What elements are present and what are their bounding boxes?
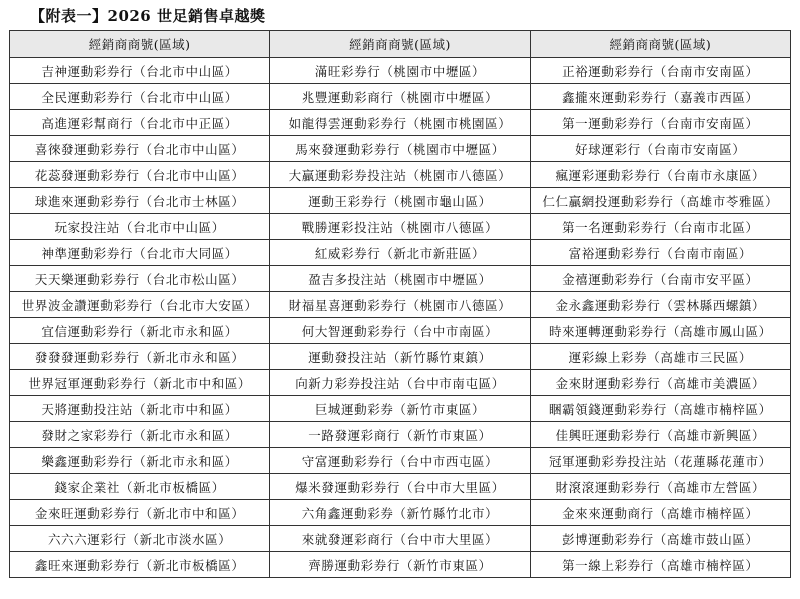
table-row bbox=[10, 188, 791, 214]
table-row bbox=[10, 474, 791, 500]
dealer-cell: 佳興旺運動彩券行（高雄市新興區） bbox=[530, 422, 790, 448]
table-row bbox=[10, 214, 791, 240]
dealer-cell: 錢家企業社（新北市板橋區） bbox=[10, 474, 270, 500]
dealer-cell: 鑫旺來運動彩券行（新北市板橋區） bbox=[10, 552, 270, 578]
table-row bbox=[10, 344, 791, 370]
dealer-cell: 運彩線上彩券（高雄市三民區） bbox=[530, 344, 790, 370]
dealer-cell: 瘋運彩運動彩券行（台南市永康區） bbox=[530, 162, 790, 188]
column-header: 經銷商商號(區域) bbox=[270, 31, 530, 58]
dealer-cell: 鑫攏來運動彩券行（嘉義市西區） bbox=[530, 84, 790, 110]
dealer-cell: 滿旺彩券行（桃園市中壢區） bbox=[270, 58, 530, 84]
dealer-cell: 正裕運動彩券行（台南市安南區） bbox=[530, 58, 790, 84]
dealer-cell: 大贏運動彩券投注站（桃園市八德區） bbox=[270, 162, 530, 188]
dealer-cell: 紅威彩券行（新北市新莊區） bbox=[270, 240, 530, 266]
table-row bbox=[10, 318, 791, 344]
dealer-cell: 運動發投注站（新竹縣竹東鎮） bbox=[270, 344, 530, 370]
dealer-cell: 彭博運動彩券行（高雄市鼓山區） bbox=[530, 526, 790, 552]
dealer-cell: 吉神運動彩券行（台北市中山區） bbox=[10, 58, 270, 84]
table-row bbox=[10, 370, 791, 396]
table-row bbox=[10, 58, 791, 84]
dealer-cell: 財滾滾運動彩券行（高雄市左營區） bbox=[530, 474, 790, 500]
dealer-cell: 馬來發運動彩券行（桃園市中壢區） bbox=[270, 136, 530, 162]
table-row bbox=[10, 526, 791, 552]
dealer-cell: 金永鑫運動彩券行（雲林縣西螺鎮） bbox=[530, 292, 790, 318]
dealer-cell: 發財之家彩券行（新北市永和區） bbox=[10, 422, 270, 448]
table-row bbox=[10, 448, 791, 474]
dealer-cell: 盈吉多投注站（桃園市中壢區） bbox=[270, 266, 530, 292]
dealer-cell: 金禧運動彩券行（台南市安平區） bbox=[530, 266, 790, 292]
table-row bbox=[10, 110, 791, 136]
awards-table bbox=[9, 30, 791, 578]
dealer-cell: 金來旺運動彩券行（新北市中和區） bbox=[10, 500, 270, 526]
dealer-cell: 樂鑫運動彩券行（新北市永和區） bbox=[10, 448, 270, 474]
dealer-cell: 天將運動投注站（新北市中和區） bbox=[10, 396, 270, 422]
dealer-cell: 兆豐運動彩商行（桃園市中壢區） bbox=[270, 84, 530, 110]
dealer-cell: 睏霸領錢運動彩券行（高雄市楠梓區） bbox=[530, 396, 790, 422]
dealer-cell: 第一名運動彩券行（台南市北區） bbox=[530, 214, 790, 240]
table-row bbox=[10, 552, 791, 578]
dealer-cell: 世界冠軍運動彩券行（新北市中和區） bbox=[10, 370, 270, 396]
column-header: 經銷商商號(區域) bbox=[530, 31, 790, 58]
dealer-cell: 六六六運彩行（新北市淡水區） bbox=[10, 526, 270, 552]
dealer-cell: 仁仁贏網投運動彩券行（高雄市苓雅區） bbox=[530, 188, 790, 214]
dealer-cell: 花蕊發運動彩券行（台北市中山區） bbox=[10, 162, 270, 188]
dealer-cell: 玩家投注站（台北市中山區） bbox=[10, 214, 270, 240]
table-row bbox=[10, 422, 791, 448]
dealer-cell: 高進運彩幫商行（台北市中正區） bbox=[10, 110, 270, 136]
table-body bbox=[10, 58, 791, 578]
table-row bbox=[10, 292, 791, 318]
dealer-cell: 金來財運動彩券行（高雄市美濃區） bbox=[530, 370, 790, 396]
document-title: 【附表一】2026 世足銷售卓越獎 bbox=[30, 7, 266, 25]
dealer-cell: 六角鑫運動彩券（新竹縣竹北市） bbox=[270, 500, 530, 526]
dealer-cell: 世界波金讚運動彩券行（台北市大安區） bbox=[10, 292, 270, 318]
dealer-cell: 來就發運彩商行（台中市大里區） bbox=[270, 526, 530, 552]
dealer-cell: 全民運動彩券行（台北市中山區） bbox=[10, 84, 270, 110]
dealer-cell: 一路發運彩商行（新竹市東區） bbox=[270, 422, 530, 448]
dealer-cell: 冠軍運動彩券投注站（花蓮縣花蓮市） bbox=[530, 448, 790, 474]
dealer-cell: 第一線上彩券行（高雄市楠梓區） bbox=[530, 552, 790, 578]
dealer-cell: 球進來運動彩券行（台北市士林區） bbox=[10, 188, 270, 214]
dealer-cell: 宜信運動彩券行（新北市永和區） bbox=[10, 318, 270, 344]
dealer-cell: 富裕運動彩券行（台南市南區） bbox=[530, 240, 790, 266]
table-header-row bbox=[10, 31, 791, 58]
table-row bbox=[10, 500, 791, 526]
table-row bbox=[10, 162, 791, 188]
dealer-cell: 向新力彩券投注站（台中市南屯區） bbox=[270, 370, 530, 396]
dealer-cell: 運動王彩券行（桃園市龜山區） bbox=[270, 188, 530, 214]
dealer-cell: 神準運動彩券行（台北市大同區） bbox=[10, 240, 270, 266]
dealer-cell: 時來運轉運動彩券行（高雄市鳳山區） bbox=[530, 318, 790, 344]
table-row bbox=[10, 136, 791, 162]
dealer-cell: 戰勝運彩投注站（桃園市八德區） bbox=[270, 214, 530, 240]
table-row bbox=[10, 240, 791, 266]
dealer-cell: 第一運動彩券行（台南市安南區） bbox=[530, 110, 790, 136]
dealer-cell: 發發發運動彩券行（新北市永和區） bbox=[10, 344, 270, 370]
dealer-cell: 財福星喜運動彩券行（桃園市八德區） bbox=[270, 292, 530, 318]
dealer-cell: 如龍得雲運動彩券行（桃園市桃園區） bbox=[270, 110, 530, 136]
dealer-cell: 金來來運動商行（高雄市楠梓區） bbox=[530, 500, 790, 526]
table-row bbox=[10, 266, 791, 292]
column-header: 經銷商商號(區域) bbox=[10, 31, 270, 58]
dealer-cell: 爆米發運動彩券行（台中市大里區） bbox=[270, 474, 530, 500]
dealer-cell: 喜徠發運動彩券行（台北市中山區） bbox=[10, 136, 270, 162]
dealer-cell: 巨城運動彩券（新竹市東區） bbox=[270, 396, 530, 422]
table-row bbox=[10, 84, 791, 110]
table-row bbox=[10, 396, 791, 422]
dealer-cell: 守富運動彩券行（台中市西屯區） bbox=[270, 448, 530, 474]
dealer-cell: 天天樂運動彩券行（台北市松山區） bbox=[10, 266, 270, 292]
dealer-cell: 好球運彩行（台南市安南區） bbox=[530, 136, 790, 162]
dealer-cell: 何大智運動彩券行（台中市南區） bbox=[270, 318, 530, 344]
dealer-cell: 齊勝運動彩券行（新竹市東區） bbox=[270, 552, 530, 578]
